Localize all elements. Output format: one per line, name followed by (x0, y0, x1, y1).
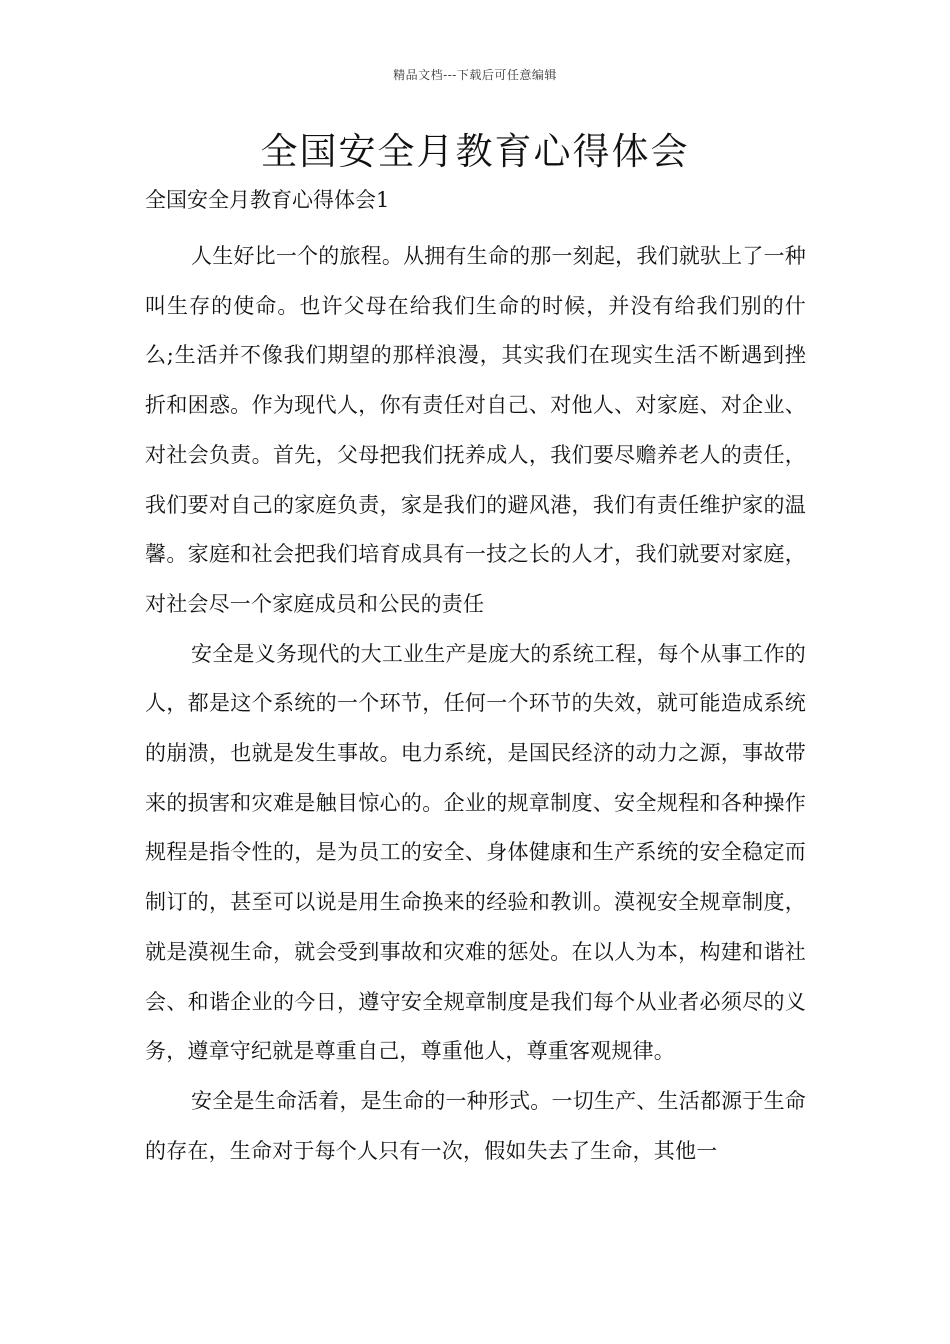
document-body (145, 182, 806, 1176)
paragraph-3: 安全是生命活着，是生命的一种形式。一切生产、生活都源于生命的存在，生命对于每个人只有一次，假如失去了生命，其他一 (145, 1088, 806, 1163)
paragraph-2: 安全是义务现代的大工业生产是庞大的系统工程，每个从事工作的人，都是这个系统的一个环节，任何一个环节的失效，就可能造成系统的崩溃，也就是发生事故。电力系统，是国民经济的动力之源，事故带来的损害和灾难是触目惊心的。企业的规章制度、安全规程和各种操作规程是指令性的，是为员工的安全、身体健康和生产系统的安全稳定而制订的，甚至可以说是用生命换来的经验和教训。漠视安全规章制度，就是漠视生命，就会受到事故和灾难的惩处。在以人为本，构建和谐社会、和谐企业的今日，遵守安全规章制度是我们每个从业者必须尽的义务，遵章守纪就是尊重自己，尊重他人，尊重客观规律。 (145, 641, 806, 1064)
header-note: 精品文档---下载后可任意编辑 (393, 68, 557, 82)
paragraph-1: 人生好比一个的旅程。从拥有生命的那一刻起，我们就驮上了一种叫生存的使命。也许父母在给我们生命的时候，并没有给我们别的什么;生活并不像我们期望的那样浪漫，其实我们在现实生活不断遇到挫折和困惑。作为现代人，你有责任对自己、对他人、对家庭、对企业、对社会负责。首先，父母把我们抚养成人，我们要尽赡养老人的责任，我们要对自己的家庭负责，家是我们的避风港，我们有责任维护家的温馨。家庭和社会把我们培育成具有一技之长的人才，我们就要对家庭，对社会尽一个家庭成员和公民的责任 (145, 244, 806, 616)
section-subheading: 全国安全月教育心得体会1 (145, 188, 390, 212)
document-title: 全国安全月教育心得体会 (260, 130, 690, 173)
